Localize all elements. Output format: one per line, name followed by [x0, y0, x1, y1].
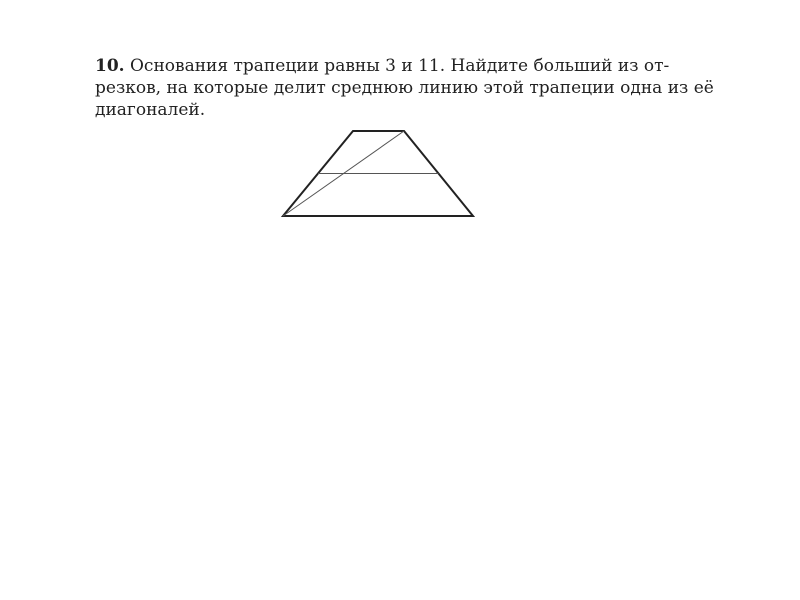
problem-statement: [95, 55, 714, 121]
trapezoid-outline: [283, 131, 473, 216]
problem-number: 10.: [95, 56, 125, 76]
trapezoid-diagonal: [283, 131, 404, 216]
problem-line-2: резков, на которые делит среднюю линию этой трапеции одна из её: [95, 78, 714, 98]
problem-line-3: диагоналей.: [95, 100, 206, 120]
problem-line-1: [95, 55, 695, 77]
problem-text-1: Основания трапеции равны 3 и 11. Найдите больший из от-: [124, 56, 670, 76]
